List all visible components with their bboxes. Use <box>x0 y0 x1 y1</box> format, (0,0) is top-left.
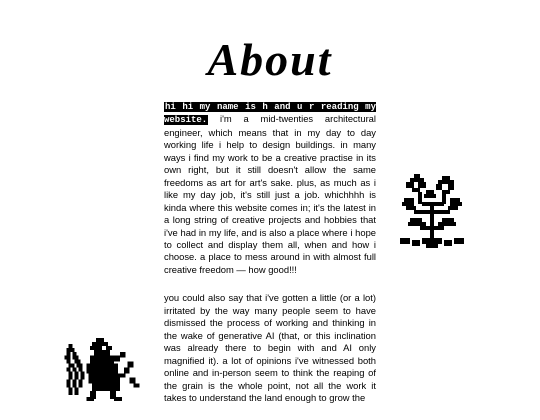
paragraph-1 <box>164 100 376 276</box>
paragraph-2: you could also say that i've gotten a little (or a lot) irritated by the way many people seem to have dismissed the process of working and thinking in the wake of generative AI (that, or this inclination was already there to begin with and AI only magnified it). a lot of opinions i've witnessed both online and in-person seem to think the reaping of the grain is the whole point, not all the work it takes to understand the land enough to grow the <box>164 292 376 403</box>
pixel-griffin-icon <box>62 336 152 405</box>
about-article <box>164 100 376 420</box>
intro-highlight: hi hi my name is h and u r reading my website. <box>164 102 376 126</box>
paragraph-1-text: i'm a mid-twenties architectural engineer, which means that in my day to day working life i help to design buildings. in many ways i find my work to be a creative practise in its own right, but it still doesn't allow the same freedoms as art for art's sake. plus, as much as i like my day job, it's still just a job. whichhhh is kinda where this website comes in; it's the latest in a long string of creative projects and hobbies that i've had in my life, and is also a place where i hope to collect and display them all, when and how i choose. a place to mess around in with almost full creative freedom — how good!!! <box>164 113 376 275</box>
page-title: About <box>207 34 333 85</box>
pixel-flower-icon <box>398 172 468 252</box>
